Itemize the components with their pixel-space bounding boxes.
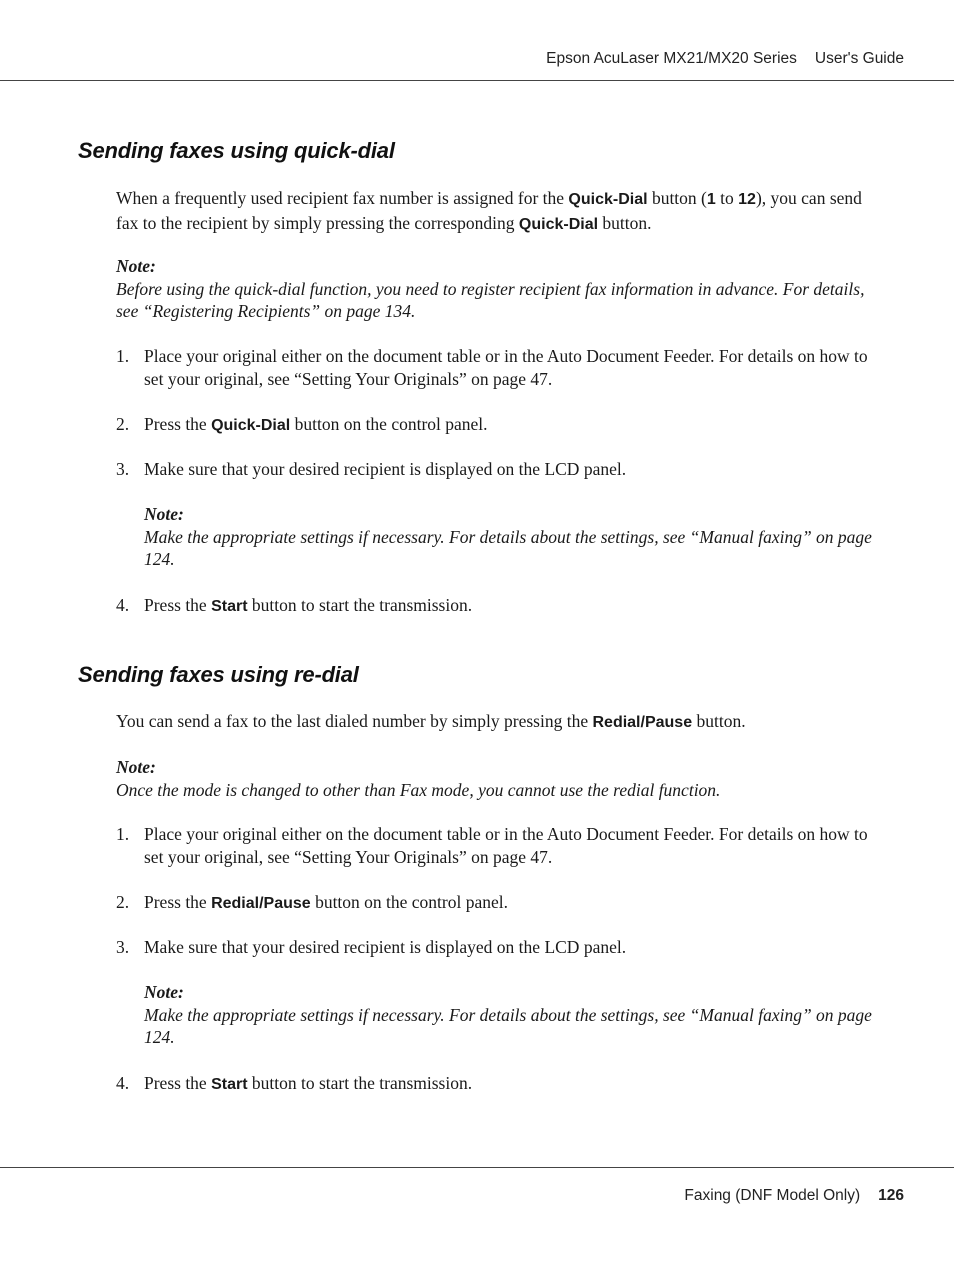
step-note: [144, 981, 884, 1049]
step-text: Place your original either on the document table or in the Auto Document Feeder. For details on how to set your original, see “Setting Your Originals” on page 47.: [144, 346, 868, 389]
section-intro-re-dial: You can send a fax to the last dialed number by simply pressing the Redial/Pause button.: [116, 711, 746, 731]
step-item: [116, 891, 886, 916]
step-number: 3.: [116, 459, 130, 479]
section-title-quick-dial: Sending faxes using quick-dial: [78, 138, 395, 163]
page-header: [546, 50, 904, 68]
step-text: Make sure that your desired recipient is displayed on the LCD panel.: [144, 459, 627, 479]
header-product: Epson AcuLaser MX21/MX20 Series: [546, 50, 797, 67]
step-number: 4.: [116, 1073, 130, 1093]
footer-chapter: Faxing (DNF Model Only): [684, 1187, 861, 1204]
page-footer: [684, 1187, 904, 1205]
step-item: [116, 936, 886, 959]
step-number: 1.: [116, 824, 130, 844]
step-item: [116, 345, 886, 390]
step-number: 4.: [116, 595, 130, 615]
note-text: Once the mode is changed to other than Fax mode, you cannot use the redial function.: [116, 779, 721, 800]
note-text: Make the appropriate settings if necessary. For details about the settings, see “Manual faxing” on page 124.: [144, 1004, 872, 1047]
note-text: Make the appropriate settings if necessary. For details about the settings, see “Manual faxing” on page 124.: [144, 526, 872, 569]
step-item: [116, 823, 886, 868]
page-number: 126: [878, 1187, 904, 1204]
step-item: [116, 458, 886, 481]
header-guide: User's Guide: [814, 50, 904, 67]
step-text: Press the Start button to start the transmission.: [144, 595, 473, 615]
step-number: 2.: [116, 414, 130, 434]
step-note: [144, 503, 884, 571]
note-label: Note:: [144, 504, 184, 524]
step-number: 2.: [116, 892, 130, 912]
step-text: Press the Quick-Dial button on the control panel.: [144, 414, 488, 434]
header-rule: [0, 80, 954, 81]
step-item: [116, 1072, 886, 1097]
step-item: [116, 594, 886, 619]
footer-rule: [0, 1167, 954, 1168]
note-text: Before using the quick-dial function, you need to register recipient fax information in advance. For details, see “Registering Recipients” on page 134.: [116, 278, 865, 321]
section-intro-quick-dial: When a frequently used recipient fax number is assigned for the Quick-Dial button (1 to 12), you can send fax to the recipient by simply pressing the corresponding Quick-Dial button.: [116, 188, 862, 233]
note-label: Note:: [116, 757, 156, 777]
note-label: Note:: [116, 256, 156, 276]
step-text: Place your original either on the document table or in the Auto Document Feeder. For details on how to set your original, see “Setting Your Originals” on page 47.: [144, 824, 868, 867]
step-number: 3.: [116, 937, 130, 957]
step-number: 1.: [116, 346, 130, 366]
note-quick-dial: [116, 255, 886, 323]
section-title-re-dial: Sending faxes using re-dial: [78, 662, 359, 687]
note-label: Note:: [144, 982, 184, 1002]
step-text: Press the Redial/Pause button on the control panel.: [144, 892, 509, 912]
step-text: Press the Start button to start the transmission.: [144, 1073, 473, 1093]
step-item: [116, 413, 886, 438]
note-re-dial: [116, 756, 886, 801]
step-text: Make sure that your desired recipient is displayed on the LCD panel.: [144, 937, 627, 957]
